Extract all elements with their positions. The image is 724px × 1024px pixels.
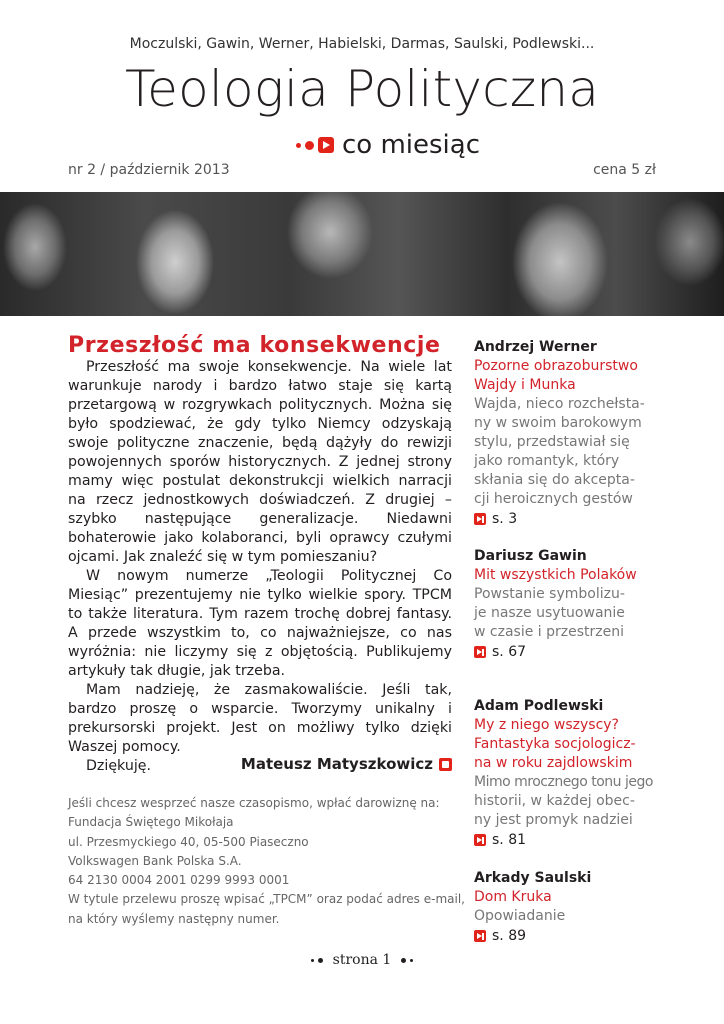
- toc-desc-line: Mimo mrocznego tonu jego: [474, 774, 653, 790]
- editorial-title: Przeszłość ma konsekwencje: [68, 333, 441, 358]
- dot-ornament-icon: [401, 958, 406, 963]
- toc-page-number: s. 81: [492, 832, 527, 848]
- donation-line: Fundacja Świętego Mikołaja: [68, 815, 234, 830]
- donation-line: Volkswagen Bank Polska S.A.: [68, 853, 242, 868]
- donation-line: 64 2130 0004 2001 0299 9993 0001: [68, 873, 290, 888]
- masthead-subtitle: [296, 132, 480, 158]
- toc-title-line: na w roku zajdlowskim: [474, 755, 633, 771]
- donation-info: [68, 794, 465, 929]
- page-link-icon: [474, 646, 486, 658]
- toc-title-line: Wajdy i Munka: [474, 377, 576, 393]
- toc-desc-line: Powstanie symbolizu-: [474, 586, 625, 602]
- toc-entry-saulski[interactable]: [474, 869, 658, 946]
- dot-ornament-icon: [318, 958, 323, 963]
- toc-page-ref[interactable]: [474, 642, 658, 662]
- toc-title-line: Mit wszystkich Polaków: [474, 567, 637, 583]
- issue-price: cena 5 zł: [593, 162, 656, 178]
- toc-desc-line: w czasie i przestrzeni: [474, 624, 624, 640]
- donation-line: Jeśli chcesz wesprzeć nasze czasopismo, wpłać darowiznę na:: [68, 796, 440, 810]
- toc-title-line: My z niego wszyscy?: [474, 717, 619, 733]
- toc-page-number: s. 67: [492, 644, 527, 660]
- cover-authors-line: Moczulski, Gawin, Werner, Habielski, Darmas, Saulski, Podlewski...: [129, 36, 595, 52]
- page-footer: [0, 952, 724, 968]
- toc-entry-gawin[interactable]: [474, 547, 658, 662]
- toc-desc-line: cji heroicznych gestów: [474, 491, 633, 507]
- end-mark-icon: [439, 758, 452, 771]
- toc-title-line: Dom Kruka: [474, 889, 552, 905]
- dot-ornament-icon: [410, 959, 413, 962]
- donation-line: W tytule przelewu proszę wpisać „TPCM” oraz podać adres e-mail,: [68, 892, 465, 907]
- toc-author: Adam Podlewski: [474, 698, 604, 714]
- editorial-paragraph: W nowym numerze „Teologii Politycznej Co Miesiąc” prezentujemy nie tylko wielkie spory. TPCM to także literatura. Tym razem trochę dobrej fantasy. A przede wszystkim to, co najważniejsze, co nas wyróżnia: nie liczymy się z objętością. Publikujemy artykuły tak długie, jak trzeba.: [68, 568, 452, 679]
- subtitle-text: co miesiąc: [342, 130, 481, 160]
- toc-desc-line: je nasze usytuowanie: [474, 605, 625, 621]
- page-link-icon: [474, 930, 486, 942]
- page-link-icon: [474, 834, 486, 846]
- donation-line: ul. Przesmyckiego 40, 05-500 Piaseczno: [68, 834, 309, 849]
- cover-photo-banner: [0, 192, 724, 316]
- issue-number: nr 2 / październik 2013: [68, 162, 230, 178]
- editorial-paragraph: Mam nadzieję, że zasmakowaliście. Jeśli tak, bardzo proszę o wsparcie. Tworzymy unikalny i prekursorski projekt. Jest on możliwy tylko dzięki Waszej pomocy.: [68, 682, 452, 755]
- dot-ornament-icon: [311, 959, 314, 962]
- page-number-label: strona 1: [332, 952, 392, 968]
- toc-page-number: s. 3: [492, 511, 518, 527]
- editorial-paragraph: Dziękuję.: [86, 758, 151, 774]
- toc-desc-line: Wajda, nieco rozchełsta-: [474, 396, 645, 412]
- red-dot-icon: [296, 143, 301, 148]
- donation-line: na który wyślemy następny numer.: [68, 911, 280, 926]
- toc-author: Dariusz Gawin: [474, 548, 587, 564]
- toc-title-line: Fantastyka socjologicz-: [474, 736, 636, 752]
- toc-author: Arkady Saulski: [474, 870, 592, 886]
- toc-desc-line: Opowiadanie: [474, 908, 566, 924]
- editorial-paragraph: Przeszłość ma swoje konsekwencje. Na wiele lat warunkuje narody i bardzo łatwo staje się kartą przetargową w rozgrywkach politycznych. Można się było spodziewać, że gdy tylko Niemcy odzyskają swoje polityczne znaczenie, będą dążyły do rewizji powojennych sporów historycznych. Z jednej strony mamy więc postulat dekonstrukcji wielkich narracji na rzecz jednostkowych doświadczeń. Z drugiej – szybko następujące generalizacje. Niedawni bohaterowie jako kolaboranci, byli oprawcy czułymi ojcami. Jak znaleźć się w tym pomieszaniu?: [68, 359, 452, 565]
- toc-page-ref[interactable]: [474, 509, 658, 529]
- toc-desc-line: stylu, przedstawiał się: [474, 434, 630, 450]
- editorial-signature: [68, 755, 452, 773]
- toc-desc-line: ny w swoim barokowym: [474, 415, 642, 431]
- toc-entry-podlewski[interactable]: [474, 697, 658, 850]
- toc-page-number: s. 89: [492, 928, 527, 944]
- toc-desc-line: jako romantyk, który: [474, 453, 620, 469]
- toc-title-line: Pozorne obrazoburstwo: [474, 358, 638, 374]
- toc-page-ref[interactable]: [474, 926, 658, 946]
- toc-author: Andrzej Werner: [474, 339, 597, 355]
- play-logo-icon: [318, 137, 334, 153]
- editorial-body: [68, 358, 452, 776]
- toc-desc-line: skłania się do akcepta-: [474, 472, 635, 488]
- signature-name: Mateusz Matyszkowicz: [240, 755, 433, 773]
- red-dot-icon: [305, 141, 314, 150]
- toc-desc-line: historii, w każdej obec-: [474, 793, 635, 809]
- toc-desc-line: ny jest promyk nadziei: [474, 812, 633, 828]
- toc-page-ref[interactable]: [474, 830, 658, 850]
- toc-entry-werner[interactable]: [474, 338, 658, 529]
- page-link-icon: [474, 513, 486, 525]
- magazine-masthead: Teologia Polityczna: [124, 60, 600, 118]
